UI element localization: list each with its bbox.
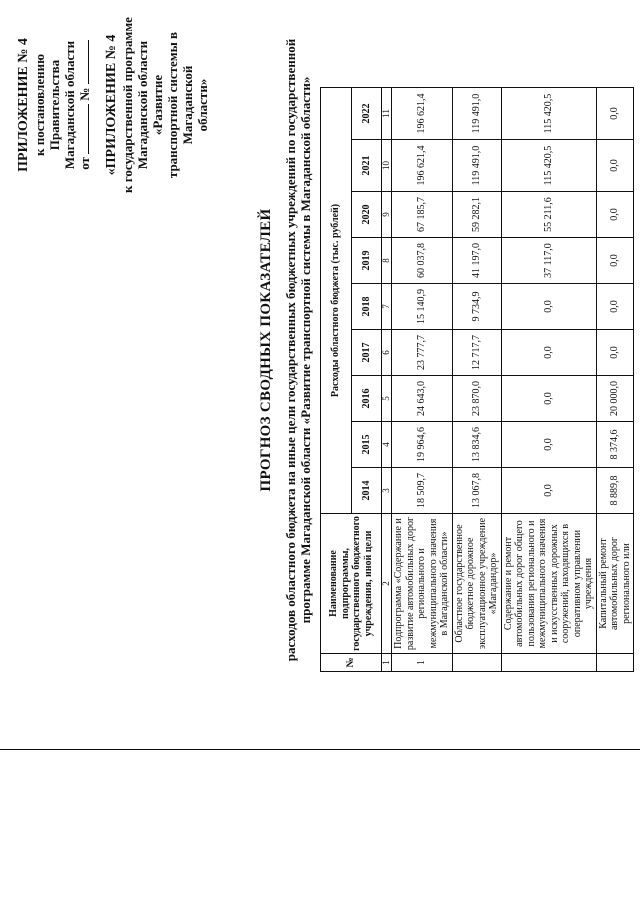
value-cell: 60 037,8	[392, 238, 453, 284]
value-cell: 9 734,9	[452, 284, 501, 330]
number-label: №	[77, 87, 92, 101]
value-cell: 0,0	[596, 330, 634, 376]
year-header: 2020	[351, 192, 382, 238]
number-blank	[77, 40, 89, 84]
value-cell: 0,0	[501, 422, 596, 468]
value-cell: 23 777,7	[392, 330, 453, 376]
value-cell: 0,0	[596, 284, 634, 330]
value-cell: 0,0	[501, 284, 596, 330]
program-line-2: Магаданской области «Развитие	[135, 40, 165, 170]
date-blank	[77, 104, 89, 154]
column-number: 2	[382, 514, 392, 654]
column-number: 10	[382, 140, 392, 192]
year-header: 2017	[351, 330, 382, 376]
date-number-line	[77, 10, 92, 200]
value-cell: 0,0	[596, 192, 634, 238]
value-cell: 19 964,6	[392, 422, 453, 468]
row-number	[452, 654, 501, 672]
document-title: ПРОГНОЗ СВОДНЫХ ПОКАЗАТЕЛЕЙ	[258, 208, 274, 492]
year-header: 2016	[351, 376, 382, 422]
appendix-title: ПРИЛОЖЕНИЕ № 4	[16, 38, 31, 172]
col-name-header: Наименование подпрограммы, государственного бюджетного учреждения, иной цели	[321, 514, 382, 654]
value-cell: 196 621,4	[392, 140, 453, 192]
year-header: 2021	[351, 140, 382, 192]
value-cell: 55 211,6	[501, 192, 596, 238]
year-header: 2018	[351, 284, 382, 330]
expenditure-table	[320, 87, 634, 672]
table-row	[392, 88, 453, 672]
value-cell: 119 491,0	[452, 88, 501, 140]
column-number: 5	[382, 376, 392, 422]
column-number: 6	[382, 330, 392, 376]
value-cell: 18 509,7	[392, 468, 453, 514]
program-line-1: к государственной программе	[120, 17, 135, 193]
program-appendix-title: «ПРИЛОЖЕНИЕ № 4	[104, 34, 119, 176]
value-cell: 0,0	[501, 330, 596, 376]
value-cell: 115 420,5	[501, 140, 596, 192]
program-line-4: области»	[195, 78, 210, 132]
col-group-header: Расходы областного бюджета (тыс. рублей)	[321, 88, 352, 514]
page-divider-line	[0, 749, 640, 750]
row-name: Капитальный ремонт автомобильных дорог регионального или	[596, 514, 634, 654]
value-cell: 20 000,0	[596, 376, 634, 422]
program-line-3: транспортной системы в Магаданской	[165, 31, 195, 179]
value-cell: 41 197,0	[452, 238, 501, 284]
value-cell: 115 420,5	[501, 88, 596, 140]
value-cell: 0,0	[596, 238, 634, 284]
column-number: 4	[382, 422, 392, 468]
value-cell: 67 185,7	[392, 192, 453, 238]
value-cell: 0,0	[501, 468, 596, 514]
value-cell: 59 282,1	[452, 192, 501, 238]
appendix-header	[16, 10, 210, 200]
column-number: 1	[382, 654, 392, 672]
subtitle-line-2: программе Магаданской области «Развитие транспортной системы в Магаданской области»	[298, 76, 313, 624]
row-name: Областное государственное бюджетное дорожное эксплуатационное учреждение «Магадандор»	[452, 514, 501, 654]
column-number: 11	[382, 88, 392, 140]
value-cell: 0,0	[501, 376, 596, 422]
value-cell: 15 140,9	[392, 284, 453, 330]
resolution-line-2: Магаданской области	[62, 40, 77, 170]
table-row	[596, 88, 634, 672]
year-header: 2022	[351, 88, 382, 140]
value-cell: 13 067,8	[452, 468, 501, 514]
value-cell: 37 117,0	[501, 238, 596, 284]
value-cell: 24 643,0	[392, 376, 453, 422]
value-cell: 13 834,6	[452, 422, 501, 468]
col-number-header: №	[321, 654, 382, 672]
from-label: от	[77, 157, 92, 170]
table-row	[452, 88, 501, 672]
subtitle-line-1: расходов областного бюджета на иные цели государственных бюджетных учреждений по государственной	[283, 38, 298, 662]
row-number: 1	[392, 654, 453, 672]
value-cell: 196 621,4	[392, 88, 453, 140]
value-cell: 8 889,8	[596, 468, 634, 514]
year-header: 2019	[351, 238, 382, 284]
value-cell: 8 374,6	[596, 422, 634, 468]
row-number	[501, 654, 596, 672]
value-cell: 0,0	[596, 140, 634, 192]
year-header: 2015	[351, 422, 382, 468]
column-number: 7	[382, 284, 392, 330]
value-cell: 12 717,7	[452, 330, 501, 376]
column-number: 9	[382, 192, 392, 238]
column-number: 3	[382, 468, 392, 514]
row-name: Подпрограмма «Содержание и развитие автомобильных дорог регионального и межмуниципального значения в Магаданской области»	[392, 514, 453, 654]
value-cell: 0,0	[596, 88, 634, 140]
year-header: 2014	[351, 468, 382, 514]
row-number	[596, 654, 634, 672]
document-subtitle	[283, 30, 313, 670]
value-cell: 119 491,0	[452, 140, 501, 192]
table-row	[501, 88, 596, 672]
column-number: 8	[382, 238, 392, 284]
resolution-line-1: к постановлению Правительства	[32, 53, 62, 157]
row-name: Содержание и ремонт автомобильных дорог общего пользования регионального и межмуниципального значения и искусственных дорожных сооружений, находящихся в оперативном управлении учреждения	[501, 514, 596, 654]
value-cell: 23 870,0	[452, 376, 501, 422]
